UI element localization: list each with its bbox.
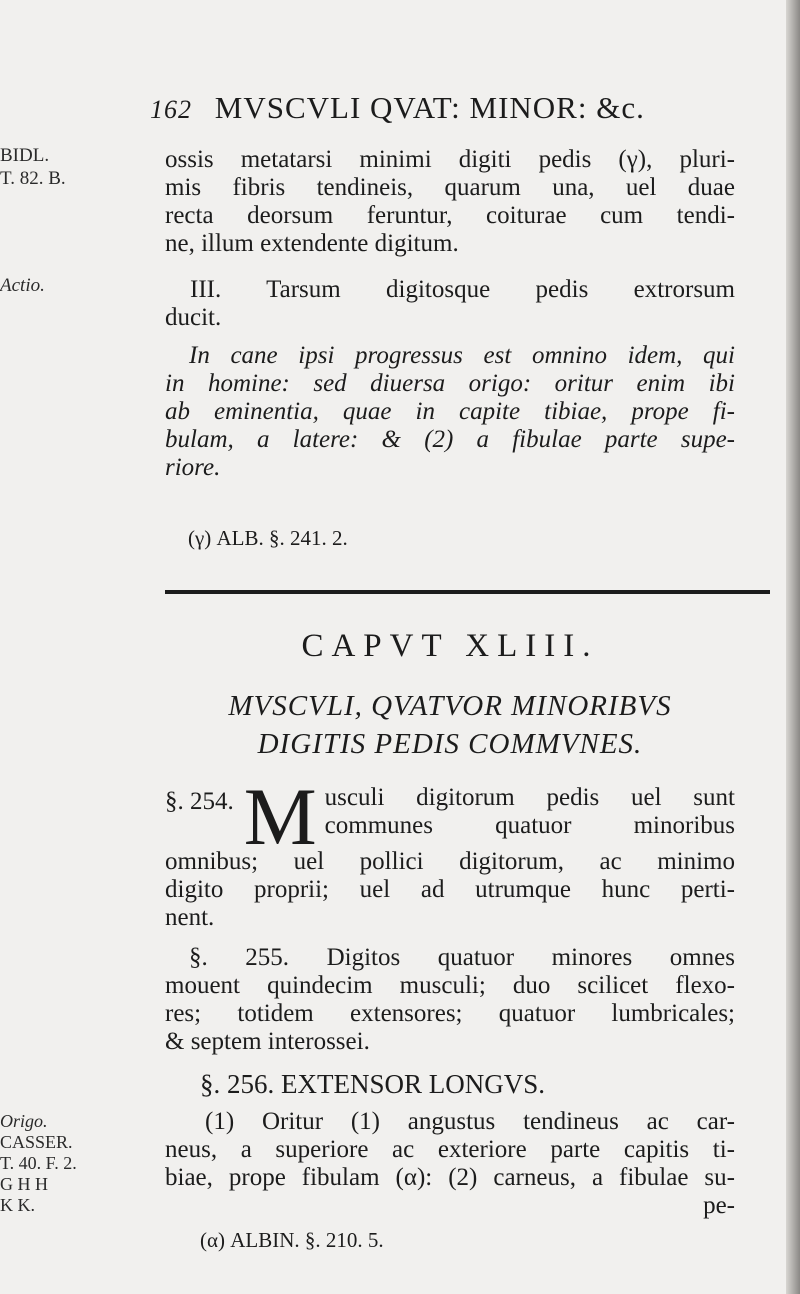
footnote-alpha: (α) ALBIN. §. 210. 5.: [200, 1228, 384, 1252]
item-iii: III. Tarsum digitosque pedis extrorsum ducit.: [165, 276, 735, 331]
catchword: pe-: [703, 1192, 735, 1219]
page-edge-shadow: [786, 0, 800, 1294]
section-256: (1) Oritur (1) angustus tendineus ac car- neus, a superiore ac exteriore parte capitis ti- biae, prope fibulam (α): (2) carneus, a fibulae su- pe-: [165, 1108, 735, 1219]
footnote-gamma: (γ) ALB. §. 241. 2.: [188, 526, 348, 550]
margin-note-bidl: BIDL. T. 82. B.: [0, 145, 66, 189]
margin-note-origo: Origo. CASSER. T. 40. F. 2. G H H K K.: [0, 1111, 77, 1215]
page-number: 162: [150, 95, 192, 124]
running-header: [150, 90, 750, 126]
section-rule: [165, 590, 770, 594]
section-254-label: §. 254.: [165, 788, 234, 815]
drop-cap: M: [243, 771, 317, 862]
section-254: §. 254. M usculi digitorum pedis uel sunt communes quatuor minoribus omnibus; uel pollici digitorum, ac minimo digito proprii; uel ad utrumque hunc perti- nent.: [165, 771, 735, 931]
chapter-heading: CAPVT XLIII.: [301, 628, 599, 664]
top-paragraph: ossis metatarsi minimi digiti pedis (γ), pluri- mis fibris tendineis, quarum una, uel duae recta deorsum feruntur, coiturae cum tendi- ne, illum extendente digitum.: [165, 146, 735, 257]
margin-note-actio: Actio.: [0, 275, 45, 296]
dog-paragraph: In cane ipsi progressus est omnino idem, qui in homine: sed diuersa origo: oritur enim ibi ab eminentia, quae in capite tibiae, prope fi- bulam, a latere: & (2) a fibulae parte supe- riore.: [165, 342, 735, 481]
section-256-heading: §. 256. EXTENSOR LONGVS.: [200, 1069, 546, 1099]
chapter-subtitle-2: DIGITIS PEDIS COMMVNES.: [257, 728, 643, 760]
running-title: MVSCVLI QVAT: MINOR: &c.: [214, 90, 645, 125]
section-255: §. 255. Digitos quatuor minores omnes mouent quindecim musculi; duo scilicet flexo- res; totidem extensores; quatuor lumbricales; & septem interossei.: [165, 944, 735, 1055]
chapter-subtitle-1: MVSCVLI, QVATVOR MINORIBVS: [228, 690, 672, 722]
